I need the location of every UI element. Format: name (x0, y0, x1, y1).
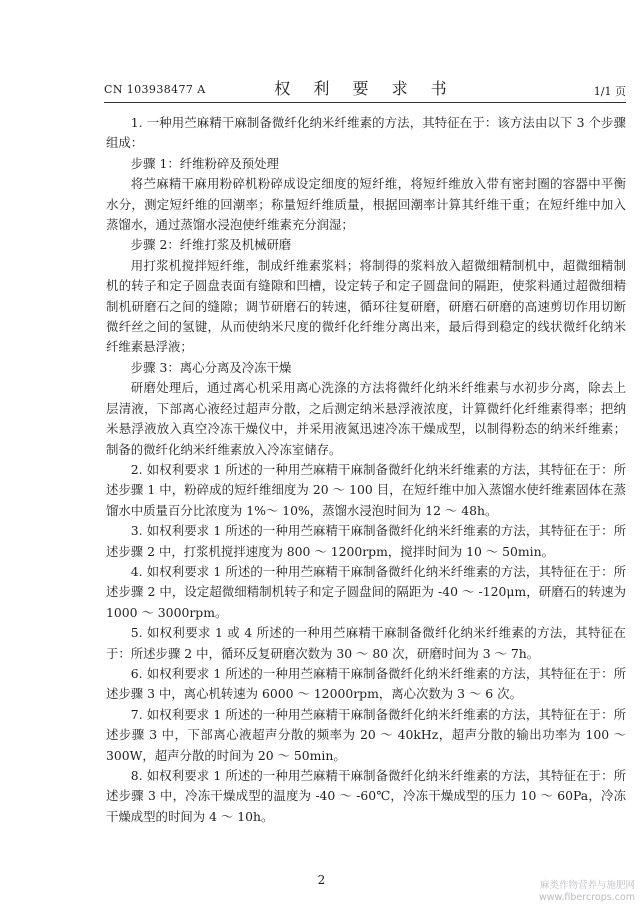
claim-4: 4. 如权利要求 1 所述的一种用苎麻精干麻制备微纤化纳米纤维素的方法，其特征在于：所述步骤 2 中，设定超微细精制机转子和定子圆盘间的隔距为 -40 ～ -120μm，研磨石的转速为 1000 ～ 3000rpm。 (106, 563, 626, 620)
page-label: 1/1 页 (593, 85, 626, 98)
claim-2: 2. 如权利要求 1 所述的一种用苎麻精干麻制备微纤化纳米纤维素的方法，其特征在于：所述步骤 1 中，粉碎成的短纤维细度为 20 ～ 100 目，在短纤维中加入蒸馏水使纤维素固体在蒸馏水中质量百分比浓度为 1%～ 10%，蒸馏水浸泡时间为 12 ～ 48h。 (106, 461, 626, 518)
step-3-heading: 步骤 3：离心分离及冷冻干燥 (130, 359, 292, 375)
site-watermark (515, 880, 635, 904)
step-2-text: 用打浆机搅拌短纤维，制成纤维素浆料；将制得的浆料放入超微细精制机中，超微细精制机的转子和定子圆盘表面有缝隙和凹槽，设定转子和定子圆盘间的隔距，使浆料通过超微细精制机研磨石之间的缝隙；调节研磨石的转速，循环往复研磨，研磨石研磨的高速剪切作用切断微纤丝之间的氢键，从而使纳米尺度的微纤化纤维分离出来，最后得到稳定的线状微纤化纳米纤维素悬浮液； (106, 257, 626, 355)
step-2-heading: 步骤 2：纤维打浆及机械研磨 (130, 237, 292, 253)
step-3-text: 研磨处理后，通过离心机采用离心洗涤的方法将微纤化纳米纤维素与水初步分离，除去上层清液，下部离心液经过超声分散，之后测定纳米悬浮液浓度，计算微纤化纤维素得率；把纳米悬浮液放入真空冷冻干燥仪中，并采用液氮迅速冷冻干燥成型，以制得粉态的纳米纤维素；制备的微纤化纳米纤维素放入冷冻室储存。 (106, 380, 626, 457)
page-number: 2 (317, 873, 326, 887)
page-header (104, 76, 626, 103)
watermark-line-1: 麻类作物营养与施肥网 (539, 880, 635, 891)
step-1-text: 将苎麻精干麻用粉碎机粉碎成设定细度的短纤维，将短纤维放入带有密封圈的容器中平衡水分，测定短纤维的回潮率；称量短纤维质量，根据回潮率计算其纤维干重；在短纤维中加入蒸馏水，通过蒸馏水浸泡使纤维素充分润湿； (106, 176, 626, 233)
claim-7: 7. 如权利要求 1 所述的一种用苎麻精干麻制备微纤化纳米纤维素的方法，其特征在于：所述步骤 3 中，下部离心液超声分散的频率为 20 ～ 40kHz，超声分散的输出功率为 100 ～ 300W，超声分散的时间为 20 ～ 50min。 (106, 706, 626, 763)
document-title: 权 利 要 求 书 (274, 79, 456, 98)
watermark-line-2: www.fibercrops.com (538, 892, 635, 903)
claim-6: 6. 如权利要求 1 所述的一种用苎麻精干麻制备微纤化纳米纤维素的方法，其特征在于：所述步骤 3 中，离心机转速为 6000 ～ 12000rpm，离心次数为 3 ～ 6 次。 (106, 665, 626, 702)
claim-1: 1. 一种用苎麻精干麻制备微纤化纳米纤维素的方法，其特征在于：该方法由以下 3 个步骤组成： (106, 115, 626, 151)
claims-body (106, 113, 626, 827)
claim-3: 3. 如权利要求 1 所述的一种用苎麻精干麻制备微纤化纳米纤维素的方法，其特征在于：所述步骤 2 中，打浆机搅拌速度为 800 ～ 1200rpm，搅拌时间为 10 ～ 50min。 (106, 523, 626, 559)
patent-number: CN 103938477 A (104, 83, 206, 96)
step-1-heading: 步骤 1：纤维粉碎及预处理 (130, 155, 279, 171)
claim-5: 5. 如权利要求 1 或 4 所述的一种用苎麻精干麻制备微纤化纳米纤维素的方法，其特征在于：所述步骤 2 中，循环反复研磨次数为 30 ～ 80 次，研磨时间为 3 ～ 7h。 (106, 625, 626, 661)
claim-8: 8. 如权利要求 1 所述的一种用苎麻精干麻制备微纤化纳米纤维素的方法，其特征在于：所述步骤 3 中，冷冻干燥成型的温度为 -40 ～ -60℃，冷冻干燥成型的压力 10 ～ 60Pa，冷冻干燥成型的时间为 4 ～ 10h。 (106, 768, 626, 824)
